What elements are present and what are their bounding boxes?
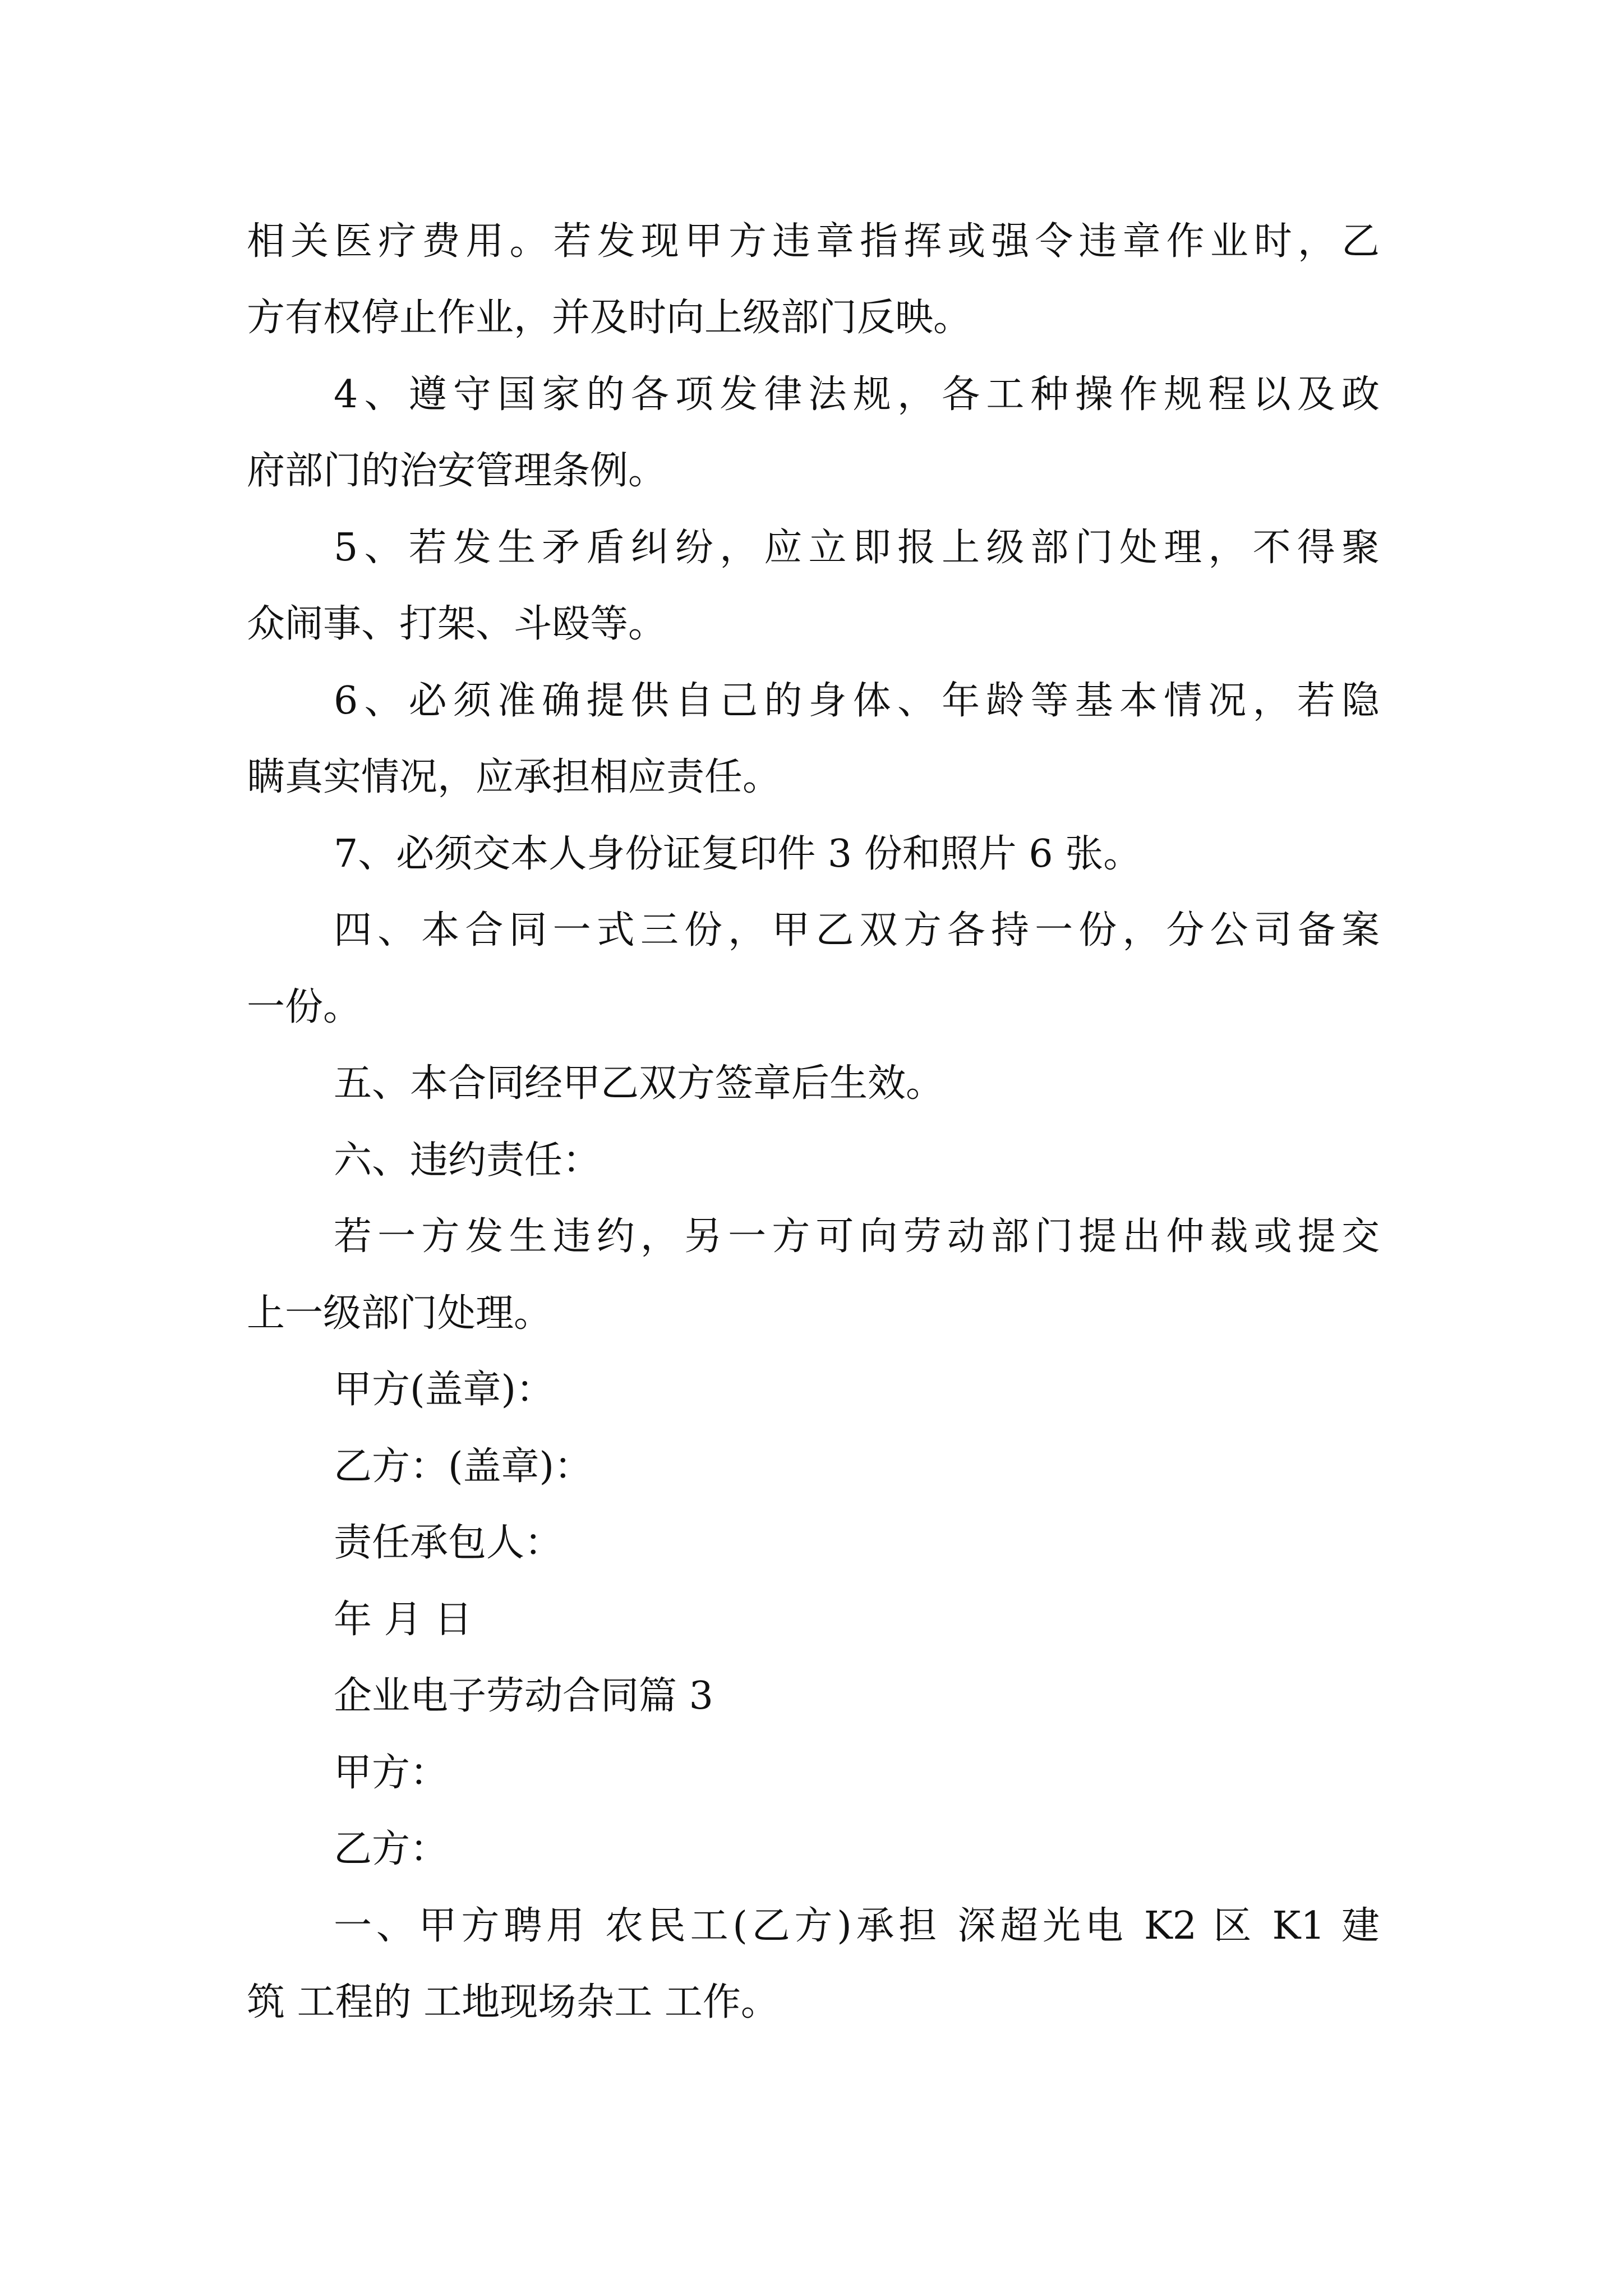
paragraph-line: 瞒真实情况，应承担相应责任。 — [247, 755, 781, 799]
section-one-line: 一、甲方聘用 农民工(乙方)承担 深超光电 K2 区 K1 建 — [334, 1904, 1380, 1948]
article-title: 企业电子劳动合同篇 3 — [334, 1674, 713, 1718]
paragraph-line: 府部门的治安管理条例。 — [247, 449, 667, 493]
responsible-contractor-line: 责任承包人： — [334, 1521, 563, 1565]
party-b-seal-line: 乙方：(盖章)： — [334, 1444, 593, 1489]
section-five-line: 五、本合同经甲乙双方签章后生效。 — [334, 1061, 944, 1106]
paragraph-line: 筑 工程的 工地现场杂工 工作。 — [247, 1980, 779, 2024]
party-a-line: 甲方： — [334, 1751, 449, 1795]
clause-4-line: 4、遵守国家的各项发律法规，各工种操作规程以及政 — [334, 372, 1380, 417]
date-line: 年 月 日 — [334, 1598, 473, 1642]
clause-6-line: 6、必须准确提供自己的身体、年龄等基本情况，若隐 — [334, 679, 1380, 723]
section-six-heading: 六、违约责任： — [334, 1138, 601, 1182]
paragraph-line: 相关医疗费用。若发现甲方违章指挥或强令违章作业时，乙 — [247, 219, 1380, 264]
paragraph-line: 众闹事、打架、斗殴等。 — [247, 602, 667, 646]
paragraph-line: 一份。 — [247, 985, 362, 1029]
section-four-line: 四、本合同一式三份，甲乙双方各持一份，分公司备案 — [334, 908, 1380, 953]
party-b-line: 乙方： — [334, 1827, 449, 1871]
clause-7-line: 7、必须交本人身份证复印件 3 份和照片 6 张。 — [334, 832, 1142, 876]
clause-5-line: 5、若发生矛盾纠纷，应立即报上级部门处理，不得聚 — [334, 526, 1380, 570]
party-a-seal-line: 甲方(盖章)： — [334, 1368, 555, 1412]
paragraph-line: 方有权停止作业，并及时向上级部门反映。 — [247, 296, 972, 340]
breach-clause-line: 若一方发生违约，另一方可向劳动部门提出仲裁或提交 — [334, 1214, 1380, 1259]
paragraph-line: 上一级部门处理。 — [247, 1291, 552, 1336]
